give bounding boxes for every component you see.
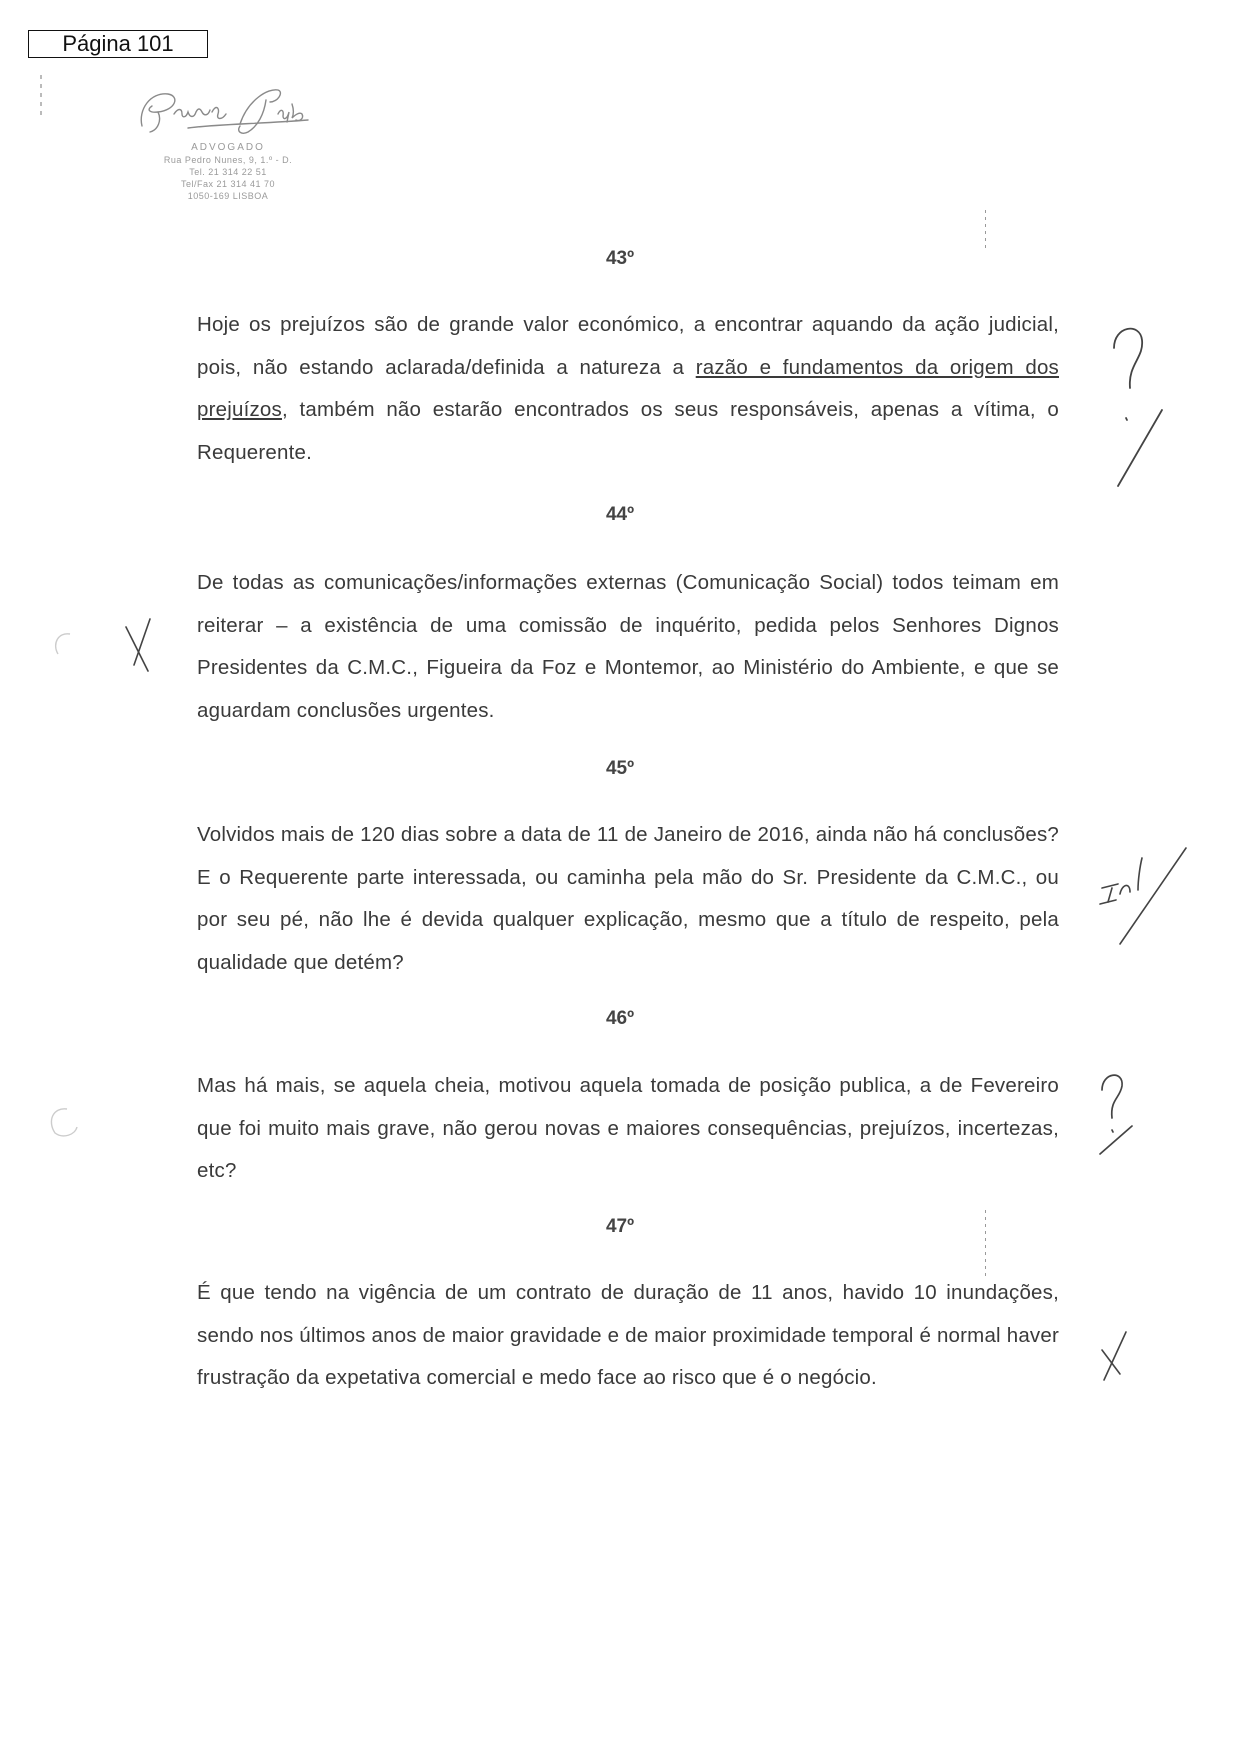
letterhead-telfax: Tel/Fax 21 314 41 70	[180, 179, 276, 189]
question-mark-annotation	[1092, 1070, 1152, 1170]
letterhead-postal: 1050-169 LISBOA	[187, 191, 269, 201]
letterhead	[118, 80, 338, 202]
faint-circle-mark	[50, 630, 80, 660]
article-number: 44º	[605, 504, 635, 525]
article-number: 46º	[605, 1008, 635, 1029]
faint-circle-mark	[45, 1105, 85, 1141]
article-paragraph: É que tendo na vigência de um contrato de duração de 11 anos, havido 10 inundações, sendo nos últimos anos de maior gravidade e de maior proximidade temporal é normal haver frustração da expetativa comercial e medo face ao risco que é o negócio.	[197, 1281, 1059, 1389]
article-paragraph: Volvidos mais de 120 dias sobre a data de 11 de Janeiro de 2016, ainda não há conclusões? E o Requerente parte interessada, ou caminha pela mão do Sr. Presidente da C.M.C., ou por seu pé, não lhe é devida qualquer explicação, mesmo que a título de respeito, pela qualidade que detém?	[197, 823, 1059, 974]
article-number: 43º	[605, 248, 635, 269]
scan-artifact	[40, 75, 42, 115]
signature-logo	[128, 80, 328, 140]
letterhead-address: Rua Pedro Nunes, 9, 1.º - D.	[163, 155, 293, 165]
article-paragraph	[197, 304, 1059, 474]
underlined-text: razão e fundamentos da origem dos prejuízos	[197, 355, 1059, 421]
paragraph-text: Hoje os prejuízos são de grande valor económico, a encontrar aquando da ação judicial, pois, não estando aclarada/definida a natureza a	[197, 313, 1059, 379]
x-mark-annotation	[120, 615, 160, 675]
page-number-label: Página 101	[28, 30, 208, 58]
article-number: 47º	[605, 1216, 635, 1237]
letterhead-title: ADVOGADO	[191, 142, 265, 153]
scan-artifact	[985, 1210, 986, 1280]
article-paragraph: Mas há mais, se aquela cheia, motivou aquela tomada de posição publica, a de Fevereiro que foi muito mais grave, não gerou novas e maiores consequências, prejuízos, incertezas, etc?	[197, 1074, 1059, 1182]
paragraph-text: , também não estarão encontrados os seus responsáveis, apenas a vítima, o Requerente.	[197, 398, 1059, 464]
article-number: 45º	[605, 758, 635, 779]
question-mark-annotation	[1100, 318, 1180, 488]
x-mark-annotation	[1096, 1328, 1136, 1384]
letterhead-tel: Tel. 21 314 22 51	[189, 167, 267, 177]
margin-note-inl	[1090, 838, 1190, 948]
scan-artifact	[985, 210, 986, 250]
article-paragraph: De todas as comunicações/informações externas (Comunicação Social) todos teimam em reiterar – a existência de uma comissão de inquérito, pedida pelos Senhores Dignos Presidentes da C.M.C., Figueira da Foz e Montemor, ao Ministério do Ambiente, e que se aguardam conclusões urgentes.	[197, 571, 1059, 722]
